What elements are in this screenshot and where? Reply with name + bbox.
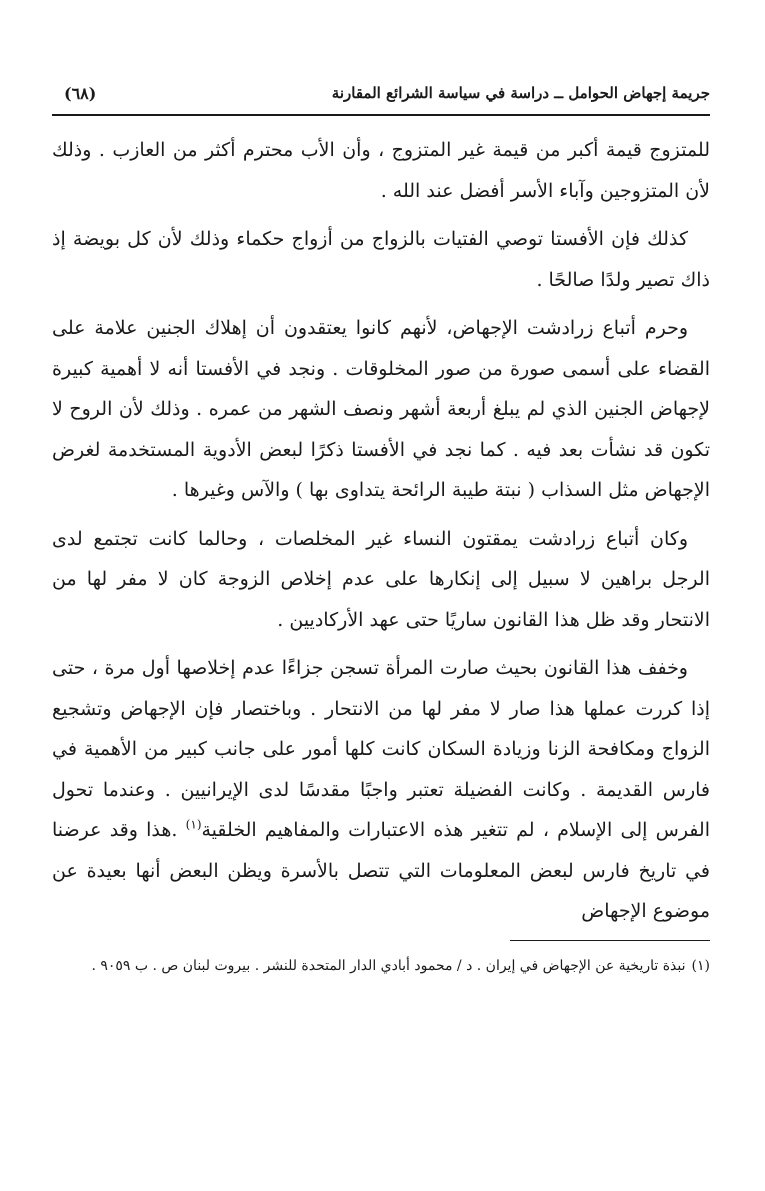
paragraph xyxy=(52,648,710,932)
body-text xyxy=(52,130,710,932)
footnote-reference: (١) xyxy=(185,817,202,832)
running-title: جريمة إجهاض الحوامل ــ دراسة في سياسة الشرائع المقارنة xyxy=(331,84,710,102)
page-header xyxy=(52,78,710,116)
footnote xyxy=(52,951,710,981)
paragraph: وحرم أتباع زرادشت الإجهاض، لأنهم كانوا يعتقدون أن إهلاك الجنين علامة على القضاء على أسمى صورة من صور المخلوقات . ونجد في الأفستا أنه لا أهمية كبيرة لإجهاض الجنين الذي لم يبلغ أربعة أشهر ونصف الشهر من عمره . وذلك لأن الروح لا تكون قد نشأت بعد فيه . كما نجد في الأفستا ذكرًا لبعض الأدوية المستخدمة لغرض الإجهاض مثل السذاب ( نبتة طيبة الرائحة يتداوى بها ) والآس وغيرها . xyxy=(52,317,710,501)
footnote-text: نبذة تاريخية عن الإجهاض في إيران . د / محمود أبادي الدار المتحدة للنشر . بيروت لبنان ص . ب ٩٠٥٩ . xyxy=(91,957,686,974)
paragraph: وكان أتباع زرادشت يمقتون النساء غير المخلصات ، وحالما كانت تجتمع لدى الرجل براهين لا سبيل إلى إنكارها على عدم إخلاص الزوجة كان لا مفر لها من الانتحار وقد ظل هذا القانون ساريًا حتى عهد الأركاديين . xyxy=(52,527,710,631)
paragraph: كذلك فإن الأفستا توصي الفتيات بالزواج من أزواج حكماء وذلك لأن كل بويضة إذ ذاك تصير ولدًا صالحًا . xyxy=(52,228,710,291)
footnote-number: (١) xyxy=(691,957,710,974)
book-page xyxy=(52,78,710,981)
paragraph: للمتزوج قيمة أكبر من قيمة غير المتزوج ، وأن الأب محترم أكثر من العازب . وذلك لأن المتزوجين وآباء الأسر أفضل عند الله . xyxy=(52,139,710,202)
paragraph-text: وخفف هذا القانون بحيث صارت المرأة تسجن جزاءًا عدم إخلاصها أول مرة ، حتى إذا كررت عملها هذا صار لا مفر لها من الانتحار . وباختصار فإن الإجهاض وتشجيع الزواج ومكافحة الزنا وزيادة السكان كانت كلها أمور على جانب كبير من الأهمية في فارس القديمة . وكانت الفضيلة تعتبر واجبًا مقدسًا لدى الإيرانيين . وعندما تحول الفرس إلى الإسلام ، لم تتغير هذه الاعتبارات والمفاهيم الخلقية xyxy=(52,657,710,841)
footnote-divider xyxy=(510,940,710,941)
paragraph-text: .هذا وقد عرضنا في تاريخ فارس لبعض المعلومات التي تتصل بالأسرة ويظن البعض أنها بعيدة عن موضوع الإجهاض xyxy=(52,819,710,922)
page-number: (٦٨) xyxy=(64,84,97,103)
